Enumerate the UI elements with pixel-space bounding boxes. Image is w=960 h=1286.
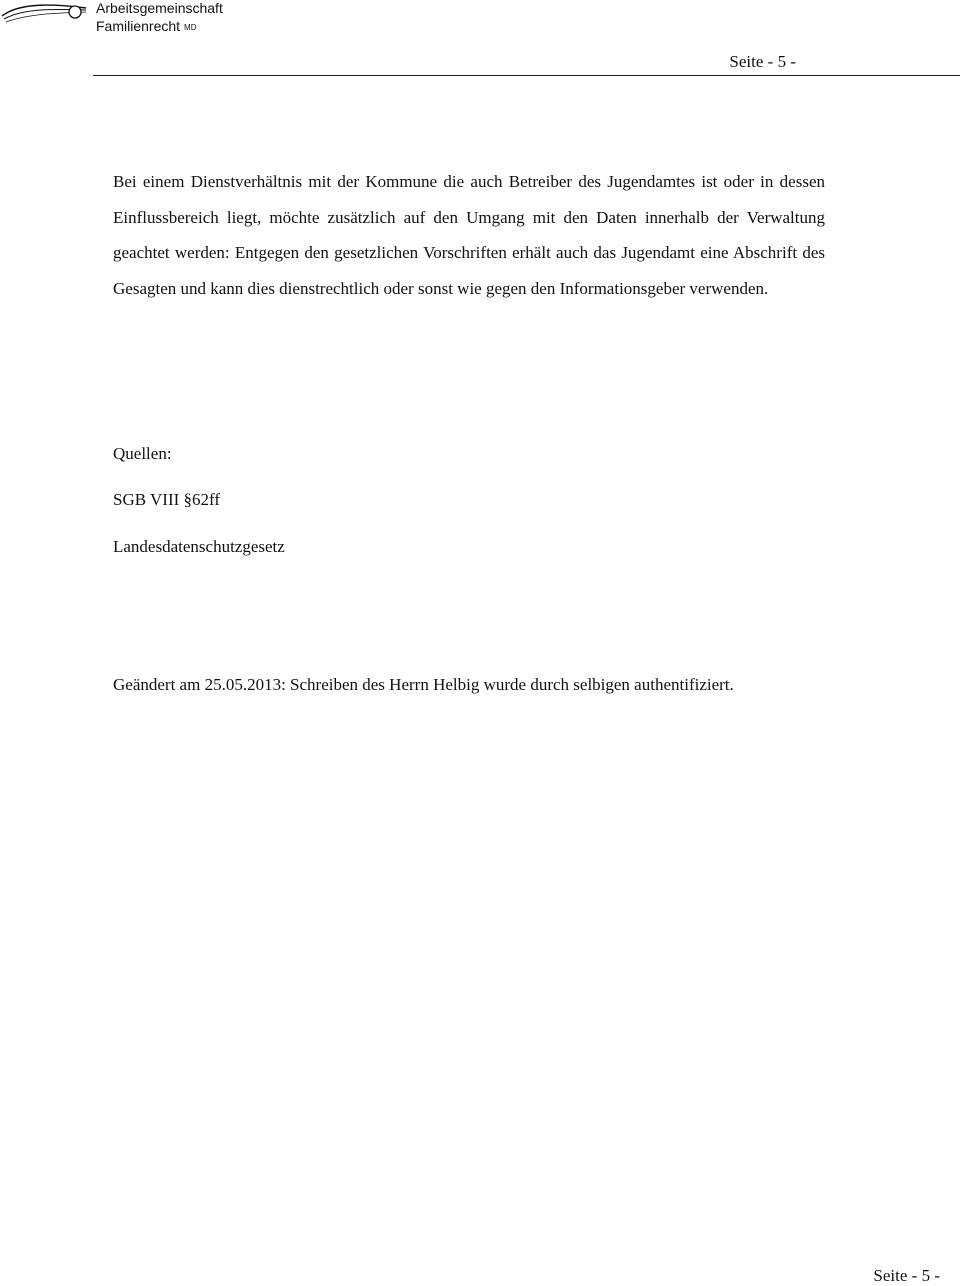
- source-item: SGB VIII §62ff: [113, 490, 221, 509]
- source-item: Landesdatenschutzgesetz: [113, 537, 285, 556]
- header-page-number: Seite - 5 -: [729, 52, 796, 71]
- logo-suffix: MD: [184, 23, 197, 32]
- organization-logo: [0, 0, 230, 40]
- logo-text-familienrecht: Familienrecht: [96, 18, 181, 34]
- header-divider: [93, 75, 960, 76]
- footer-page-number: Seite - 5 -: [873, 1266, 940, 1285]
- body-paragraph: Bei einem Dienstverhältnis mit der Kommune die auch Betreiber des Jugendamtes ist oder in dessen Einflussbereich liegt, möchte zusätzlich auf den Umgang mit den Daten innerhalb der Verwaltung geachtet werden: Entgegen den gesetzlichen Vorschriften erhält auch das Jugendamt eine Abschrift des Gesagten und kann dies dienstrechtlich oder sonst wie gegen den Informationsgeber verwenden.: [113, 172, 825, 298]
- logo-swoosh-icon: [0, 0, 96, 30]
- change-note: Geändert am 25.05.2013: Schreiben des Herrn Helbig wurde durch selbigen authentifiziert.: [113, 675, 734, 694]
- logo-text-line2: [96, 18, 196, 34]
- sources-label: Quellen:: [113, 444, 172, 463]
- logo-text-line1: Arbeitsgemeinschaft: [96, 0, 223, 16]
